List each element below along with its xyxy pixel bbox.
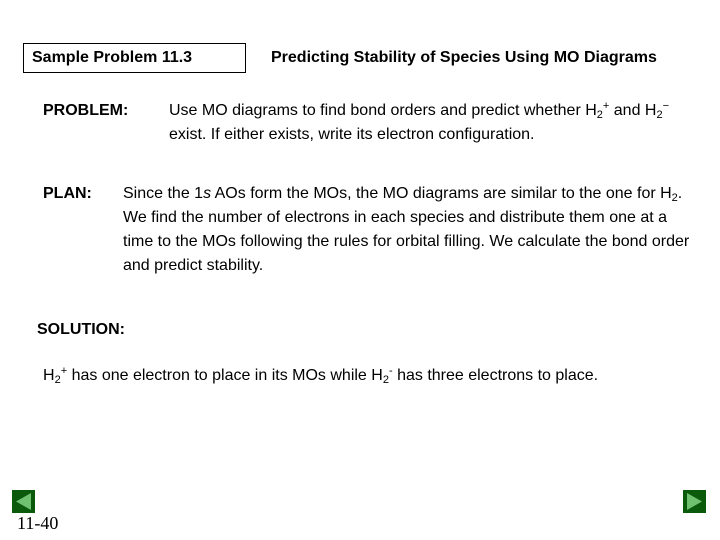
- plan-text-part-3: . We find the number of electrons in each species and distribute them one at a time to the MOs following the rules for orbital filling. We calculate the bond order and predict stability.: [123, 185, 690, 274]
- superscript: -: [388, 365, 393, 377]
- italic-s: s: [203, 185, 212, 202]
- plan-text-part-2: AOs form the MOs, the MO diagrams are similar to the one for H: [211, 185, 672, 202]
- subscript: 2: [382, 374, 389, 386]
- problem-text: [169, 99, 679, 147]
- solution-text-part-2: has one electron to place in its MOs while H: [67, 367, 383, 384]
- solution-text-part-1: H: [43, 367, 55, 384]
- next-slide-button[interactable]: [683, 490, 706, 513]
- plan-text-part-1: Since the 1: [123, 185, 204, 202]
- superscript: +: [60, 365, 68, 377]
- solution-text-part-3: has three electrons to place.: [392, 367, 599, 384]
- problem-label: PROBLEM:: [43, 102, 129, 119]
- plan-text: [123, 182, 698, 278]
- superscript: −: [662, 100, 670, 112]
- solution-label: SOLUTION:: [37, 321, 125, 338]
- triangle-left-icon: [12, 490, 35, 513]
- solution-text: [43, 364, 693, 388]
- triangle-right-icon: [683, 490, 706, 513]
- page-title: Predicting Stability of Species Using MO Diagrams: [271, 49, 657, 66]
- sample-problem-label: Sample Problem 11.3: [23, 43, 246, 73]
- problem-text-part-2: and H: [609, 102, 657, 119]
- subscript: 2: [671, 192, 678, 204]
- problem-text-part-1: Use MO diagrams to find bond orders and predict whether H: [169, 102, 597, 119]
- slide-number: 11-40: [17, 513, 59, 533]
- problem-text-part-3: exist. If either exists, write its electron configuration.: [169, 126, 535, 143]
- subscript: 2: [54, 374, 61, 386]
- plan-label: PLAN:: [43, 185, 92, 202]
- subscript: 2: [656, 109, 663, 121]
- subscript: 2: [596, 109, 603, 121]
- superscript: +: [602, 100, 610, 112]
- previous-slide-button[interactable]: [12, 490, 35, 513]
